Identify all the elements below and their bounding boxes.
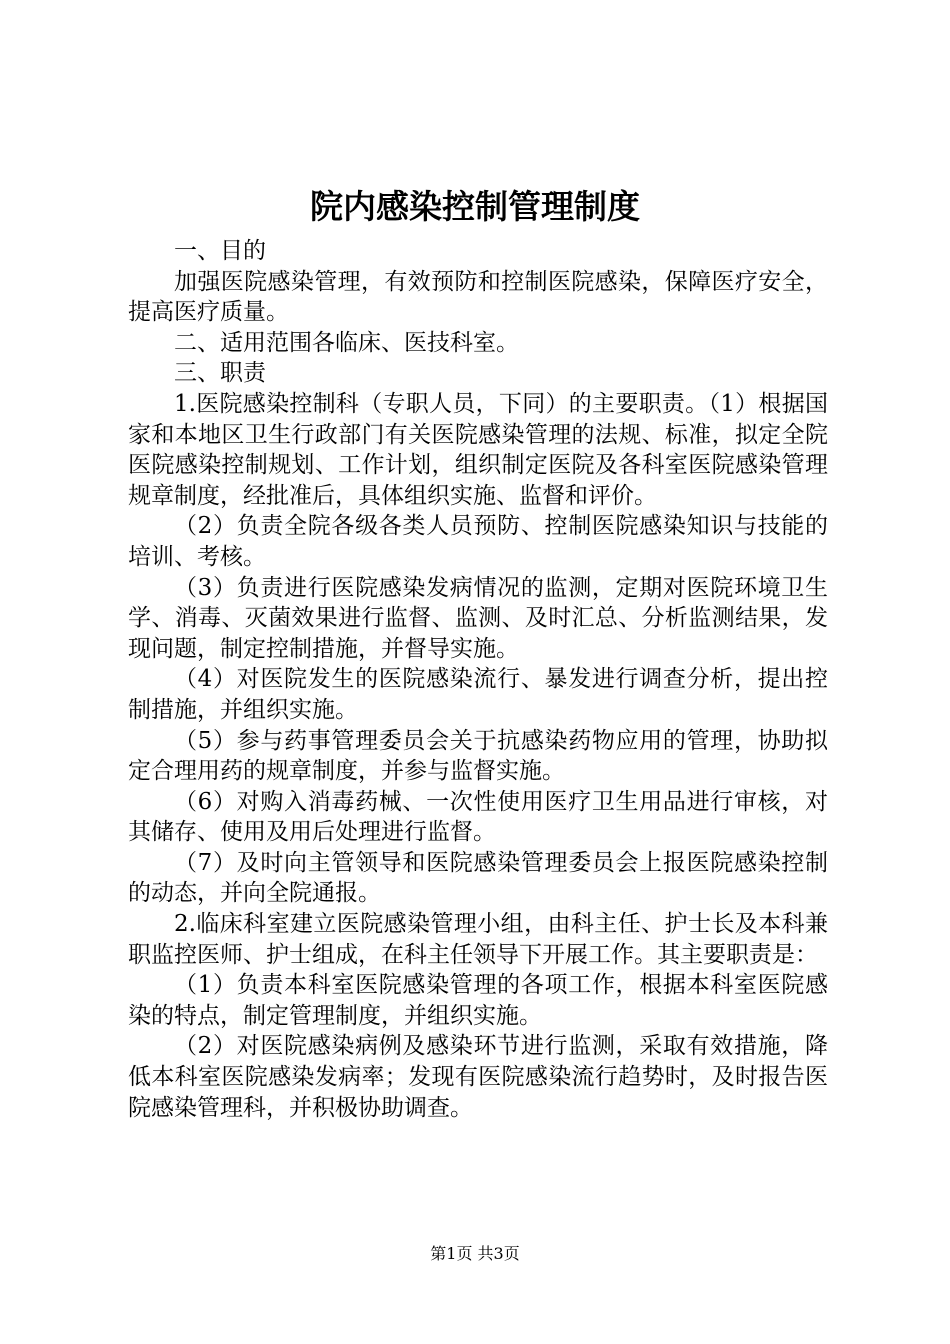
paragraph-duty-1-7: （7）及时向主管领导和医院感染管理委员会上报医院感染控制的动态，并向全院通报。 [128, 849, 828, 907]
document-title: 院内感染控制管理制度 [310, 187, 640, 226]
document-body [128, 236, 828, 1123]
paragraph-duty-2-1: （1）负责本科室医院感染管理的各项工作，根据本科室医院感染的特点，制定管理制度，并组织实施。 [128, 972, 828, 1029]
paragraph-duty-2-2: （2）对医院感染病例及感染环节进行监测，采取有效措施，降低本科室医院感染发病率；发现有医院感染流行趋势时，及时报告医院感染管理科，并积极协助调查。 [128, 1033, 828, 1121]
paragraph-duty-1-6: （6）对购入消毒药械、一次性使用医疗卫生用品进行审核，对其储存、使用及用后处理进行监督。 [128, 788, 828, 846]
section-heading-scope: 二、适用范围各临床、医技科室。 [174, 329, 519, 356]
paragraph-duty-1-2: （2）负责全院各级各类人员预防、控制医院感染知识与技能的培训、考核。 [128, 513, 828, 570]
section-heading-purpose: 一、目的 [174, 238, 266, 264]
paragraph-purpose: 加强医院感染管理，有效预防和控制医院感染，保障医疗安全，提高医疗质量。 [128, 268, 828, 326]
paragraph-duty-1-3: （3）负责进行医院感染发病情况的监测，定期对医院环境卫生学、消毒、灭菌效果进行监督、监测、及时汇总、分析监测结果，发现问题，制定控制措施，并督导实施。 [128, 574, 828, 662]
paragraph-duty-1-4: （4）对医院发生的医院感染流行、暴发进行调查分析，提出控制措施，并组织实施。 [128, 666, 828, 723]
paragraph-duty-1-5: （5）参与药事管理委员会关于抗感染药物应用的管理，协助拟定合理用药的规章制度，并参与监督实施。 [128, 727, 828, 785]
paragraph-duty-2: 2.临床科室建立医院感染管理小组，由科主任、护士长及本科兼职监控医师、护士组成，在科主任领导下开展工作。其主要职责是： [128, 911, 828, 968]
section-heading-duties: 三、职责 [174, 360, 266, 387]
page-number-footer: 第1页 共3页 [430, 1244, 520, 1263]
paragraph-duty-1: 1.医院感染控制科（专职人员，下同）的主要职责。（1）根据国家和本地区卫生行政部门有关医院感染管理的法规、标准，拟定全院医院感染控制规划、工作计划，组织制定医院及各科室医院感染管理规章制度，经批准后，具体组织实施、监督和评价。 [128, 390, 828, 509]
